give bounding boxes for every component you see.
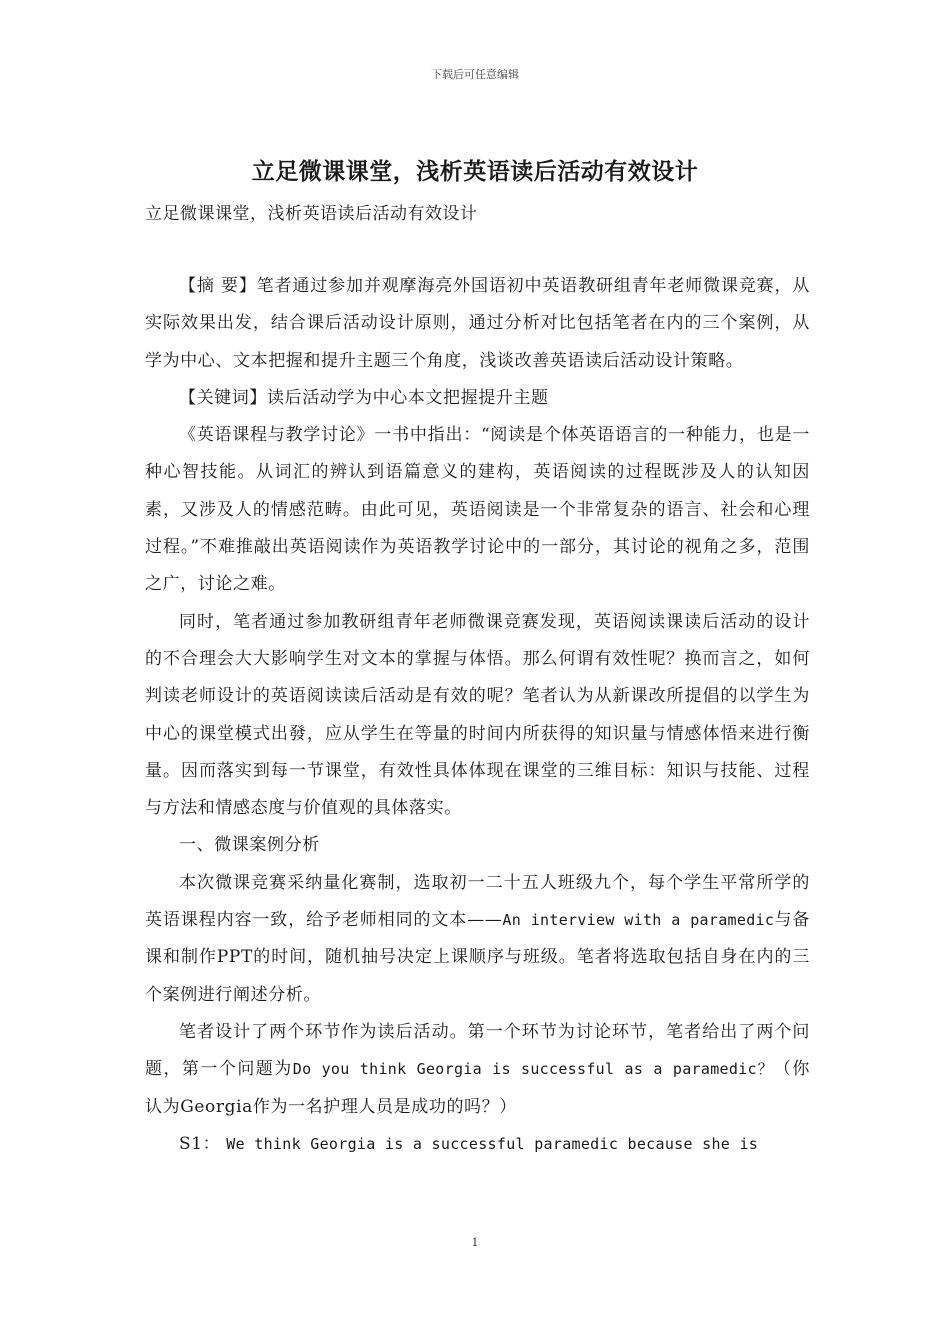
body-paragraph (145, 1014, 810, 1126)
text-segment: 笔者设计了两个环节作为读后活动。第一个环节为讨论环节，笔者给出了两个问题，第一个问题为 (145, 1021, 810, 1080)
document-title: 立足微课课堂，浅析英语读后活动有效设计 (251, 158, 699, 185)
body-paragraph (145, 865, 810, 1014)
page-number: 1 (471, 1236, 479, 1249)
document-body (145, 268, 810, 1163)
text-segment: 与备课和制作PPT的时间，随机抽号决定上课顺序与班级。笔者将选取包括自身在内的三个案例进行阐述分析。 (145, 910, 811, 1005)
english-text-segment: Do you think Georgia is successful as a paramedic？ (292, 1060, 774, 1079)
english-text-segment: An interview with a paramedic (502, 911, 775, 930)
body-paragraph (145, 1126, 810, 1163)
abstract-paragraph: 【摘 要】笔者通过参加并观摩海亮外国语初中英语教研组青年老师微课竞赛，从实际效果出发，结合课后活动设计原则，通过分析对比包括笔者在内的三个案例，从学为中心、文本把握和提升主题三个角度，浅谈改善英语读后活动设计策略。 (145, 276, 810, 371)
keywords-paragraph: 【关键词】读后活动学为中心本文把握提升主题 (179, 387, 549, 408)
header-note: 下载后可任意编辑 (431, 68, 519, 81)
document-subtitle: 立足微课课堂，浅析英语读后活动有效设计 (145, 204, 478, 224)
text-segment: （你认为Georgia作为一名护理人员是成功的吗？） (145, 1059, 810, 1117)
text-segment: 本次微课竞赛采纳量化赛制，选取初一二十五人班级九个，每个学生平常所学的英语课程内容一致，给予老师相同的文本—— (145, 872, 810, 931)
speaker-label: S1： (179, 1133, 221, 1154)
body-paragraph: 同时，笔者通过参加教研组青年老师微课竞赛发现，英语阅读课读后活动的设计的不合理会大大影响学生对文本的掌握与体悟。那么何谓有效性呢？换而言之，如何判读老师设计的英语阅读读后活动是有效的呢？笔者认为从新课改所提倡的以学生为中心的课堂模式出發，应从学生在等量的时间内所获得的知识量与情感体悟来进行衡量。因而落实到每一节课堂，有效性具体体现在课堂的三维目标：知识与技能、过程与方法和情感态度与价值观的具体落实。 (145, 611, 810, 819)
body-paragraph: 《英语课程与教学讨论》一书中指出：“阅读是个体英语语言的一种能力，也是一种心智技能。从词汇的辨认到语篇意义的建构，英语阅读的过程既涉及人的认知因素，又涉及人的情感范畴。由此可见，英语阅读是一个非常复杂的语言、社会和心理过程。”不难推敲出英语阅读作为英语教学讨论中的一部分，其讨论的视角之多，范围之广，讨论之难。 (145, 425, 810, 595)
section-heading: 一、微课案例分析 (179, 835, 320, 856)
english-text-segment: We think Georgia is a successful paramedic because she is (226, 1134, 759, 1153)
